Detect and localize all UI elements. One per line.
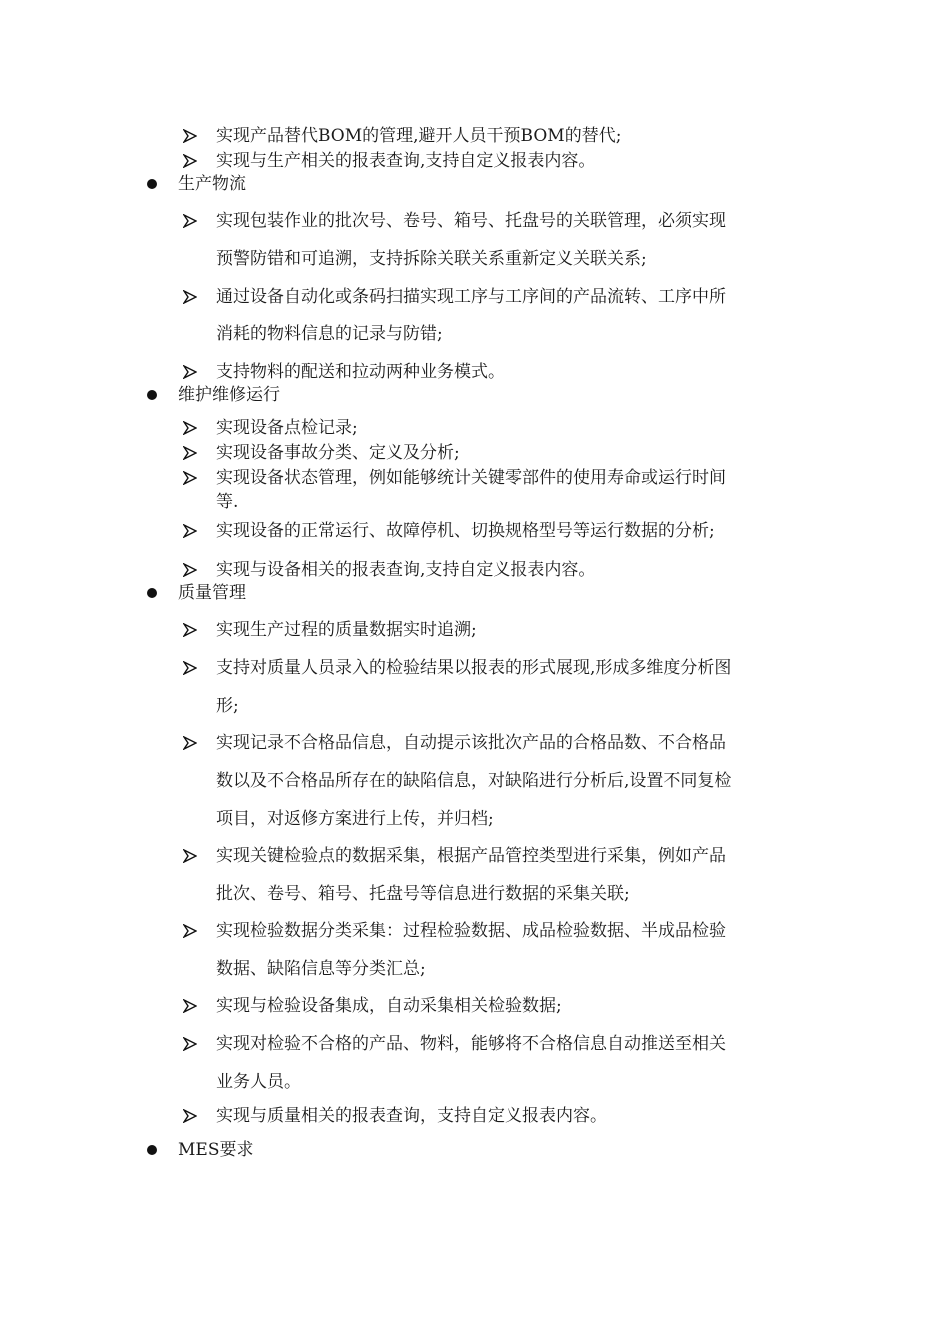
list-item-continuation-text: 形; [216,696,239,716]
list-item-text: 通过设备自动化或条码扫描实现工序与工序间的产品流转、工序中所 [216,287,726,307]
bullet-dot-icon [147,179,157,189]
list-item-continuation-text: 消耗的物料信息的记录与防错; [216,324,443,344]
arrow-bullet-icon [183,999,197,1013]
list-item-text: 实现设备点检记录; [216,418,358,438]
arrow-bullet-icon [183,849,197,863]
list-item-continuation-text: 项目，对返修方案进行上传，并归档; [216,809,494,829]
list-item-continuation-text: 预警防错和可追溯，支持拆除关联关系重新定义关联关系; [216,249,647,269]
arrow-bullet-icon [183,290,197,304]
arrow-bullet-icon [183,471,197,485]
arrow-bullet-icon [183,421,197,435]
bullet-dot-icon [147,1145,157,1155]
list-item-text: 实现与质量相关的报表查询，支持自定义报表内容。 [216,1106,607,1126]
arrow-bullet-icon [183,154,197,168]
list-item-continuation-text: 数以及不合格品所存在的缺陷信息，对缺陷进行分析后,设置不同复检 [216,771,732,791]
arrow-bullet-icon [183,365,197,379]
arrow-bullet-icon [183,661,197,675]
arrow-bullet-icon [183,446,197,460]
arrow-bullet-icon [183,736,197,750]
list-item-text: 实现包装作业的批次号、卷号、箱号、托盘号的关联管理，必须实现 [216,211,726,231]
list-item-text: 实现设备事故分类、定义及分析; [216,443,460,463]
list-item-continuation-text: 等. [216,492,239,512]
arrow-bullet-icon [183,623,197,637]
list-item-text: 实现记录不合格品信息，自动提示该批次产品的合格品数、不合格品 [216,733,726,753]
arrow-bullet-icon [183,214,197,228]
arrow-bullet-icon [183,1037,197,1051]
arrow-bullet-icon [183,524,197,538]
list-item-text: 支持物料的配送和拉动两种业务模式。 [216,362,505,382]
arrow-bullet-icon [183,129,197,143]
list-item-text: 支持对质量人员录入的检验结果以报表的形式展现,形成多维度分析图 [216,658,732,678]
section-heading-text: 维护维修运行 [178,385,280,405]
list-item-text: 实现生产过程的质量数据实时追溯; [216,620,477,640]
bullet-dot-icon [147,588,157,598]
list-item-text: 实现产品替代BOM的管理,避开人员干预BOM的替代; [216,126,622,146]
list-item-text: 实现关键检验点的数据采集，根据产品管控类型进行采集，例如产品 [216,846,726,866]
list-item-text: 实现检验数据分类采集：过程检验数据、成品检验数据、半成品检验 [216,921,726,941]
arrow-bullet-icon [183,924,197,938]
section-heading-text: MES要求 [178,1140,254,1160]
list-item-text: 实现与生产相关的报表查询,支持自定义报表内容。 [216,151,596,171]
list-item-text: 实现设备状态管理，例如能够统计关键零部件的使用寿命或运行时间 [216,468,726,488]
list-item-text: 实现与设备相关的报表查询,支持自定义报表内容。 [216,560,596,580]
list-item-continuation-text: 业务人员。 [216,1072,301,1092]
section-heading-text: 生产物流 [178,174,246,194]
bullet-dot-icon [147,390,157,400]
arrow-bullet-icon [183,563,197,577]
list-item-continuation-text: 数据、缺陷信息等分类汇总; [216,959,426,979]
section-heading-text: 质量管理 [178,583,246,603]
arrow-bullet-icon [183,1109,197,1123]
list-item-text: 实现对检验不合格的产品、物料，能够将不合格信息自动推送至相关 [216,1034,726,1054]
list-item-continuation-text: 批次、卷号、箱号、托盘号等信息进行数据的采集关联; [216,884,630,904]
list-item-text: 实现设备的正常运行、故障停机、切换规格型号等运行数据的分析; [216,521,715,541]
list-item-text: 实现与检验设备集成，自动采集相关检验数据; [216,996,562,1016]
